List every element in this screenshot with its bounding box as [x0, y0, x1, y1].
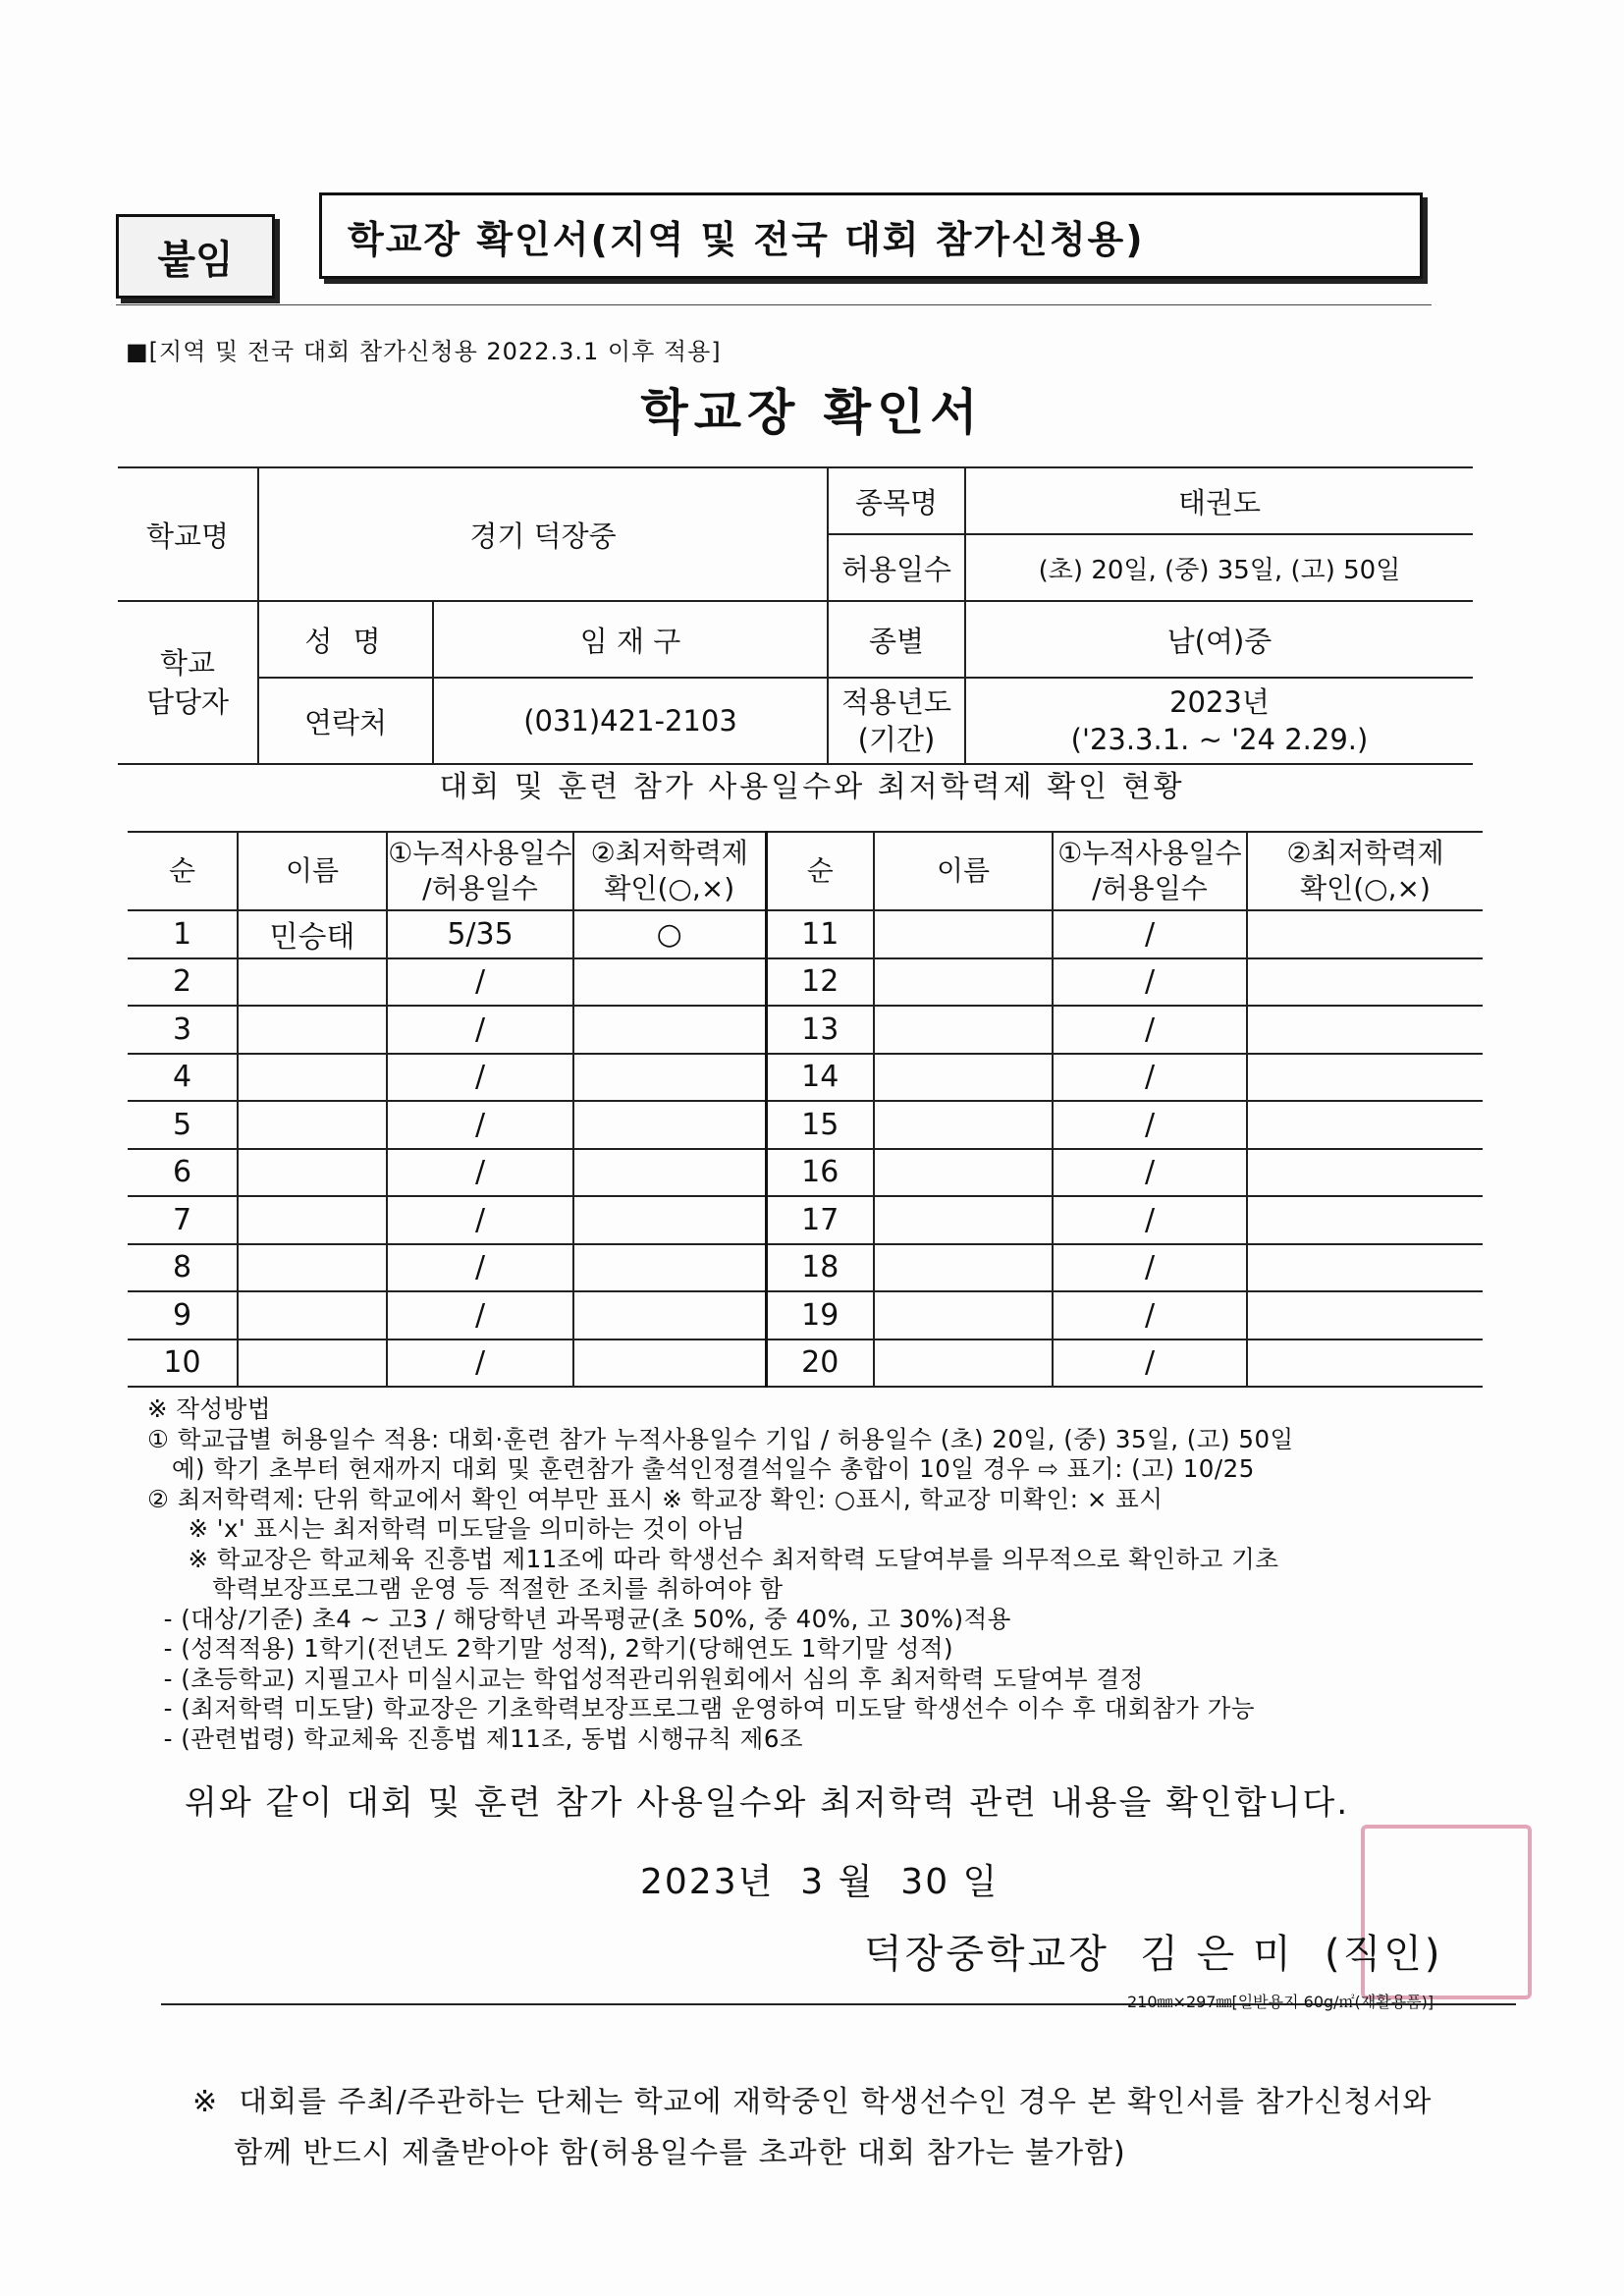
instruction-line: - (성적적용) 1학기(전년도 2학기말 성적), 2학기(당해연도 1학기말 성적): [147, 1634, 954, 1663]
phone-label: 연락처: [258, 678, 433, 764]
row-no: 8: [128, 1244, 238, 1292]
paper-spec: 210㎜×297㎜[일반용지 60g/㎡(재활용품)]: [1127, 1993, 1435, 2011]
row-academic-2: [1247, 1006, 1483, 1054]
table-row: [128, 1291, 1483, 1339]
confirmation-statement: 위와 같이 대회 및 훈련 참가 사용일수와 최저학력 관련 내용을 확인합니다.: [185, 1783, 1350, 1823]
instruction-line: ① 학교급별 허용일수 적용: 대회·훈련 참가 누적사용일수 기입 / 허용일수 (초) 20일, (중) 35일, (고) 50일: [147, 1424, 1294, 1453]
table-row: [128, 1339, 1483, 1388]
row-academic: [573, 1244, 766, 1292]
document-box-title: 학교장 확인서(지역 및 전국 대회 참가신청용): [319, 192, 1423, 279]
row-name: [238, 1101, 387, 1149]
row-days-2: /: [1053, 1291, 1247, 1339]
row-name: [238, 1291, 387, 1339]
row-days-2: /: [1053, 1149, 1247, 1197]
row-no-2: 16: [766, 1149, 874, 1197]
row-name: [238, 1054, 387, 1102]
row-no: 9: [128, 1291, 238, 1339]
table-row: [128, 1244, 1483, 1292]
table-row: [128, 1101, 1483, 1149]
row-no: 4: [128, 1054, 238, 1102]
division-label: 종별: [828, 601, 965, 678]
row-academic: [573, 1339, 766, 1388]
contact-name-value: 임 재 구: [433, 601, 828, 678]
row-days: /: [387, 1244, 573, 1292]
row-days-2: /: [1053, 910, 1247, 958]
row-no: 3: [128, 1006, 238, 1054]
row-name: [238, 1339, 387, 1388]
instruction-line: ※ 학교장은 학교체육 진흥법 제11조에 따라 학생선수 최저학력 도달여부를 의무적으로 확인하고 기초: [147, 1544, 1279, 1573]
section-title: 대회 및 훈련 참가 사용일수와 최저학력제 확인 현황: [439, 770, 1185, 804]
header-days-2: ①누적사용일수 /허용일수: [1053, 832, 1247, 910]
row-no-2: 11: [766, 910, 874, 958]
instruction-line: 예) 학기 초부터 현재까지 대회 및 훈련참가 출석인정결석일수 총합이 10일 경우 ⇨ 표기: (고) 10/25: [147, 1454, 1255, 1483]
signature-date: 2023년 3 월 30 일: [640, 1862, 1000, 1902]
row-name-2: [874, 910, 1053, 958]
row-name: [238, 1149, 387, 1197]
row-name-2: [874, 958, 1053, 1007]
row-name-2: [874, 1149, 1053, 1197]
row-no-2: 20: [766, 1339, 874, 1388]
school-contact-label: 학교 담당자: [118, 601, 258, 764]
table-row: [128, 958, 1483, 1007]
school-info-table: [118, 466, 1473, 765]
row-name: [238, 1196, 387, 1244]
row-days-2: /: [1053, 1339, 1247, 1388]
row-name: [238, 958, 387, 1007]
table-row: [128, 1054, 1483, 1102]
attachment-tag: 붙임: [116, 214, 275, 299]
row-academic: [573, 1196, 766, 1244]
roster-table: [128, 831, 1483, 1388]
phone-value: (031)421-2103: [433, 678, 828, 764]
period-label: 적용년도 (기간): [828, 678, 965, 764]
row-name-2: [874, 1291, 1053, 1339]
table-row: [128, 1006, 1483, 1054]
page-title: 학교장 확인서: [640, 384, 984, 441]
row-name-2: [874, 1244, 1053, 1292]
row-academic: [573, 1291, 766, 1339]
instruction-line: ② 최저학력제: 단위 학교에서 확인 여부만 표시 ※ 학교장 확인: ○표시, 학교장 미확인: × 표시: [147, 1484, 1164, 1513]
application-note: ■[지역 및 전국 대회 참가신청용 2022.3.1 이후 적용]: [126, 338, 722, 365]
instruction-line: ※ 'x' 표시는 최저학력 미도달을 의미하는 것이 아님: [147, 1514, 746, 1543]
table-row: [128, 1196, 1483, 1244]
row-no: 2: [128, 958, 238, 1007]
header-no-2: 순: [766, 832, 874, 910]
row-days: /: [387, 1196, 573, 1244]
footer-line: ※ 대회를 주최/주관하는 단체는 학교에 재학중인 학생선수인 경우 본 확인서를 참가신청서와: [192, 2085, 1433, 2119]
row-days-2: /: [1053, 1196, 1247, 1244]
row-academic-2: [1247, 1054, 1483, 1102]
row-academic-2: [1247, 1196, 1483, 1244]
header-academic: ②최저학력제 확인(○,×): [573, 832, 766, 910]
writing-instructions: [147, 1394, 1522, 1754]
row-days-2: /: [1053, 1006, 1247, 1054]
footer-notice: [192, 2077, 1432, 2179]
row-no-2: 13: [766, 1006, 874, 1054]
instruction-line: ※ 작성방법: [147, 1394, 271, 1423]
row-days: /: [387, 958, 573, 1007]
row-no: 7: [128, 1196, 238, 1244]
row-name-2: [874, 1339, 1053, 1388]
instruction-line: - (관련법령) 학교체육 진흥법 제11조, 동법 시행규칙 제6조: [147, 1723, 804, 1753]
row-no-2: 15: [766, 1101, 874, 1149]
row-days-2: /: [1053, 958, 1247, 1007]
row-academic: [573, 1149, 766, 1197]
footer-line: 함께 반드시 제출받아야 함(허용일수를 초과한 대회 참가는 불가함): [192, 2136, 1126, 2170]
school-name-label: 학교명: [118, 467, 258, 601]
row-name: [238, 1244, 387, 1292]
row-academic: [573, 1101, 766, 1149]
row-name-2: [874, 1196, 1053, 1244]
roster-header-row: [128, 832, 1483, 910]
row-no-2: 14: [766, 1054, 874, 1102]
row-days-2: /: [1053, 1054, 1247, 1102]
table-row: [128, 910, 1483, 958]
row-no-2: 18: [766, 1244, 874, 1292]
row-name-2: [874, 1006, 1053, 1054]
division-value: 남(여)중: [965, 601, 1473, 678]
instruction-line: - (대상/기준) 초4 ~ 고3 / 해당학년 과목평균(초 50%, 중 40%, 고 30%)적용: [147, 1604, 1011, 1633]
allowed-days-value: (초) 20일, (중) 35일, (고) 50일: [965, 534, 1473, 601]
header-name: 이름: [238, 832, 387, 910]
row-academic-2: [1247, 1244, 1483, 1292]
sport-value: 태권도: [965, 467, 1473, 534]
header-academic-2: ②최저학력제 확인(○,×): [1247, 832, 1483, 910]
row-academic-2: [1247, 1291, 1483, 1339]
row-academic-2: [1247, 1339, 1483, 1388]
row-academic-2: [1247, 1101, 1483, 1149]
row-days: /: [387, 1101, 573, 1149]
row-academic: [573, 958, 766, 1007]
instruction-line: 학력보장프로그램 운영 등 적절한 조치를 취하여야 함: [147, 1574, 784, 1603]
row-name: [238, 1006, 387, 1054]
row-days: /: [387, 1291, 573, 1339]
row-days: /: [387, 1339, 573, 1388]
row-no: 5: [128, 1101, 238, 1149]
row-academic: [573, 1006, 766, 1054]
row-days: /: [387, 1149, 573, 1197]
row-name-2: [874, 1101, 1053, 1149]
row-no-2: 12: [766, 958, 874, 1007]
header-name-2: 이름: [874, 832, 1053, 910]
header-days: ①누적사용일수 /허용일수: [387, 832, 573, 910]
period-value: 2023년 ('23.3.1. ~ '24 2.29.): [965, 678, 1473, 764]
row-days: /: [387, 1054, 573, 1102]
row-name-2: [874, 1054, 1053, 1102]
row-name: 민승태: [238, 910, 387, 958]
row-no: 10: [128, 1339, 238, 1388]
allowed-days-label: 허용일수: [828, 534, 965, 601]
instruction-line: - (초등학교) 지필고사 미실시교는 학업성적관리위원회에서 심의 후 최저학력 도달여부 결정: [147, 1664, 1144, 1693]
instruction-line: - (최저학력 미도달) 학교장은 기초학력보장프로그램 운영하여 미도달 학생선수 이수 후 대회참가 가능: [147, 1694, 1256, 1722]
header-no: 순: [128, 832, 238, 910]
row-no-2: 17: [766, 1196, 874, 1244]
row-academic: ○: [573, 910, 766, 958]
contact-name-label: 성 명: [258, 601, 433, 678]
row-days-2: /: [1053, 1101, 1247, 1149]
row-no: 6: [128, 1149, 238, 1197]
row-days: 5/35: [387, 910, 573, 958]
row-academic: [573, 1054, 766, 1102]
row-academic-2: [1247, 910, 1483, 958]
row-no: 1: [128, 910, 238, 958]
row-days: /: [387, 1006, 573, 1054]
row-academic-2: [1247, 1149, 1483, 1197]
sport-label: 종목명: [828, 467, 965, 534]
top-divider: [116, 304, 1432, 305]
principal-signature: 덕장중학교장 김 은 미 (직인): [864, 1932, 1443, 1977]
row-academic-2: [1247, 958, 1483, 1007]
row-no-2: 19: [766, 1291, 874, 1339]
school-name-value: 경기 덕장중: [258, 467, 828, 601]
row-days-2: /: [1053, 1244, 1247, 1292]
table-row: [128, 1149, 1483, 1197]
